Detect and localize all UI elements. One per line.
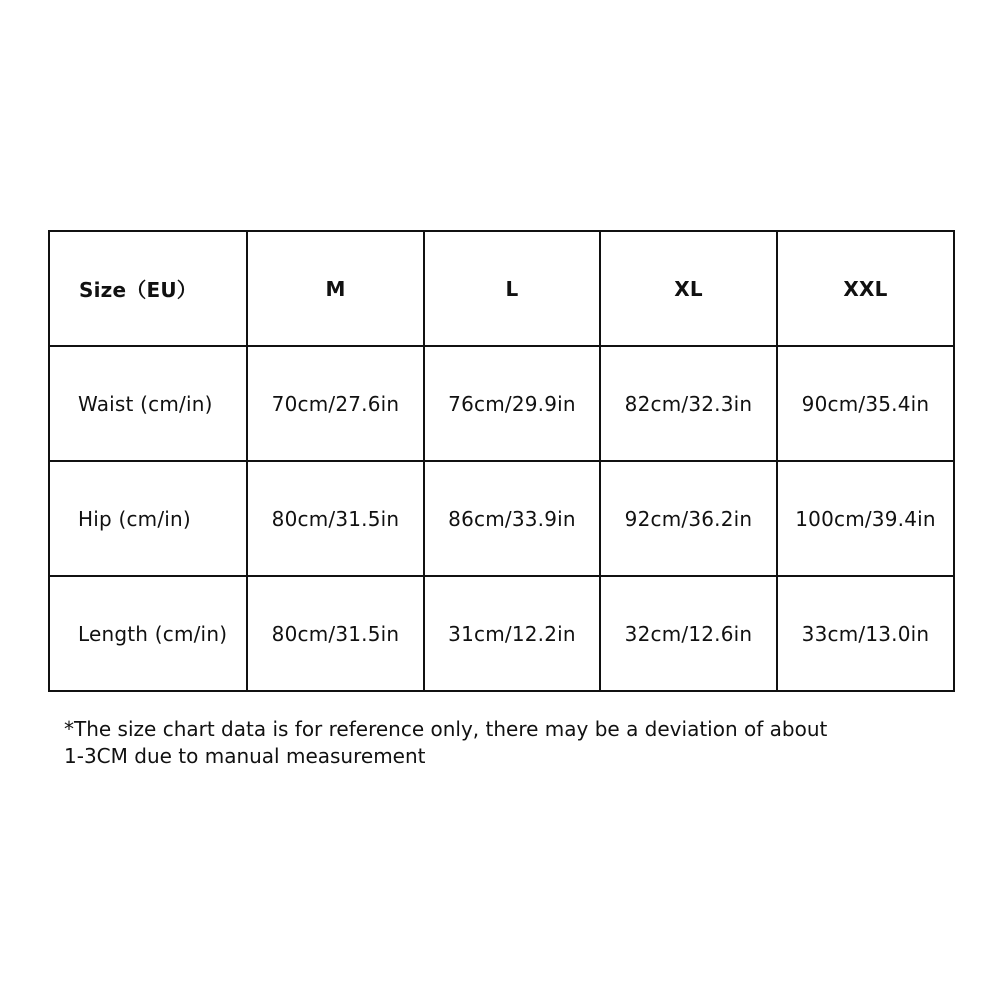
cell-length-xxl: 33cm/13.0in — [777, 576, 954, 691]
cell-length-m: 80cm/31.5in — [247, 576, 424, 691]
cell-length-xl: 32cm/12.6in — [600, 576, 777, 691]
header-row — [49, 231, 954, 346]
footnote-line-2: 1-3CM due to manual measurement — [64, 744, 426, 768]
row-label-waist: Waist (cm/in) — [49, 346, 247, 461]
size-chart-table — [48, 230, 955, 692]
cell-waist-xl: 82cm/32.3in — [600, 346, 777, 461]
cell-hip-m: 80cm/31.5in — [247, 461, 424, 576]
table-row-waist — [49, 346, 954, 461]
size-chart-footnote — [64, 716, 944, 770]
cell-waist-xxl: 90cm/35.4in — [777, 346, 954, 461]
header-size-xl: XL — [600, 231, 777, 346]
table-row-hip — [49, 461, 954, 576]
cell-hip-l: 86cm/33.9in — [424, 461, 600, 576]
cell-waist-m: 70cm/27.6in — [247, 346, 424, 461]
row-label-hip: Hip (cm/in) — [49, 461, 247, 576]
table-row-length — [49, 576, 954, 691]
header-size-m: M — [247, 231, 424, 346]
size-chart-header — [49, 231, 954, 346]
cell-length-l: 31cm/12.2in — [424, 576, 600, 691]
header-size-l: L — [424, 231, 600, 346]
footnote-line-1: *The size chart data is for reference only, there may be a deviation of about — [64, 717, 828, 741]
cell-hip-xl: 92cm/36.2in — [600, 461, 777, 576]
cell-waist-l: 76cm/29.9in — [424, 346, 600, 461]
row-label-length: Length (cm/in) — [49, 576, 247, 691]
cell-hip-xxl: 100cm/39.4in — [777, 461, 954, 576]
size-chart-body — [49, 346, 954, 691]
header-size-xxl: XXL — [777, 231, 954, 346]
header-size-label: Size（EU） — [49, 231, 247, 346]
